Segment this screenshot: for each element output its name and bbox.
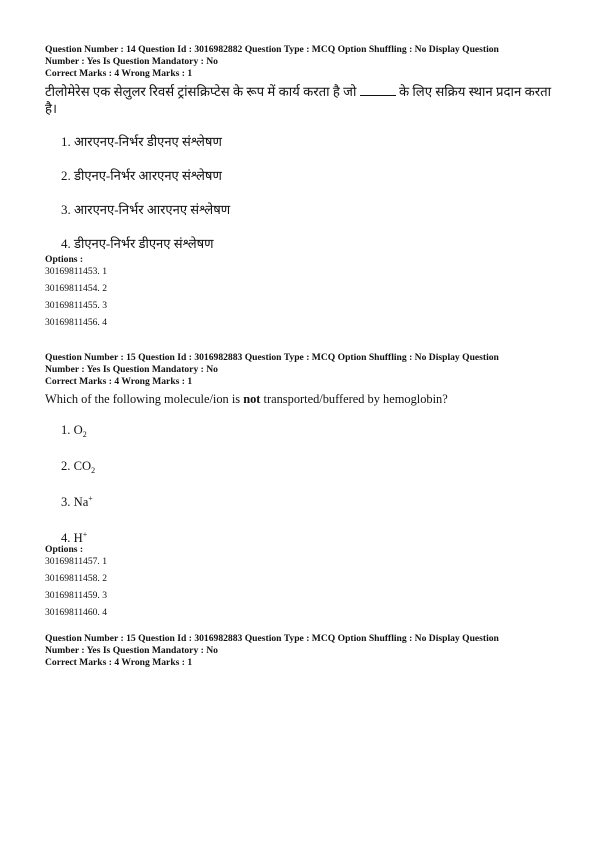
answer-option: 2. डीएनए-निर्भर आरएनए संश्लेषण — [61, 167, 222, 183]
option-text: 3. Na — [61, 494, 89, 509]
question-meta-line: Number : Yes Is Question Mandatory : No — [45, 56, 218, 68]
answer-option: 3. आरएनए-निर्भर आरएनए संश्लेषण — [61, 201, 231, 217]
marks-line: Correct Marks : 4 Wrong Marks : 1 — [45, 657, 193, 669]
answer-option — [61, 455, 560, 491]
option-subscript: 2 — [82, 429, 87, 439]
option-subscript: 2 — [91, 465, 96, 475]
option-id: 30169811457. 1 — [45, 555, 108, 567]
option-id: 30169811458. 2 — [45, 572, 108, 584]
question-text-emphasis: not — [243, 391, 261, 406]
question-meta-line: Question Number : 15 Question Id : 3016982883 Question Type : MCQ Option Shuffling : No Display Question — [45, 633, 499, 644]
question-text-before: Which of the following molecule/ion is — [45, 391, 244, 406]
answer-option — [61, 419, 560, 455]
question-meta-line: Question Number : 15 Question Id : 3016982883 Question Type : MCQ Option Shuffling : No Display Question — [45, 352, 499, 363]
question-text-after: transported/buffered by hemoglobin? — [260, 391, 448, 406]
option-id: 30169811454. 2 — [45, 282, 108, 294]
question-15-repeat — [45, 633, 560, 670]
option-id: 30169811453. 1 — [45, 265, 108, 277]
question-14 — [45, 44, 560, 334]
option-id: 30169811460. 4 — [45, 606, 108, 618]
option-superscript: + — [82, 529, 88, 539]
options-label: Options : — [45, 543, 84, 555]
question-text-before: टीलोमेरेस एक सेलुलर रिवर्स ट्रांसक्रिप्टेस के रूप में कार्य करता है जो — [45, 83, 357, 99]
option-id: 30169811459. 3 — [45, 589, 108, 601]
option-id: 30169811455. 3 — [45, 299, 108, 311]
option-id: 30169811456. 4 — [45, 316, 108, 328]
question-15 — [45, 352, 560, 624]
answer-option — [61, 491, 560, 527]
option-text: 2. CO — [61, 458, 92, 473]
answer-option — [61, 527, 560, 543]
fill-blank — [360, 84, 396, 96]
question-meta-line: Question Number : 14 Question Id : 3016982882 Question Type : MCQ Option Shuffling : No Display Question — [45, 44, 499, 55]
answer-options — [61, 134, 560, 253]
options-label: Options : — [45, 253, 84, 265]
question-text — [45, 391, 560, 407]
marks-line: Correct Marks : 4 Wrong Marks : 1 — [45, 376, 193, 388]
option-superscript: + — [88, 493, 93, 503]
option-text: 4. H — [61, 530, 83, 545]
answer-option: 1. आरएनए-निर्भर डीएनए संश्लेषण — [61, 133, 222, 149]
question-text — [45, 83, 560, 117]
answer-options — [61, 419, 560, 543]
answer-option: 4. डीएनए-निर्भर डीएनए संश्लेषण — [61, 235, 214, 251]
question-meta-line: Number : Yes Is Question Mandatory : No — [45, 645, 218, 657]
question-text-after: के लिए सक्रिय स्थान प्रदान करता है। — [45, 83, 552, 116]
question-meta-line: Number : Yes Is Question Mandatory : No — [45, 364, 218, 376]
option-text: 1. O — [61, 422, 83, 437]
marks-line: Correct Marks : 4 Wrong Marks : 1 — [45, 68, 193, 80]
